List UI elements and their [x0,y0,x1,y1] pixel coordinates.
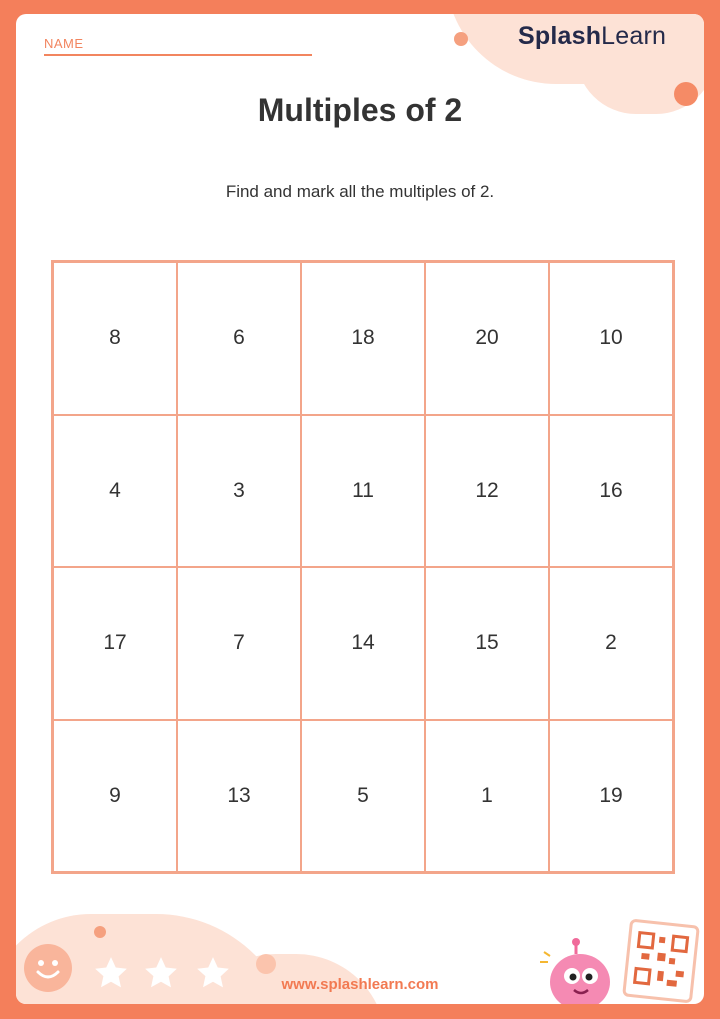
grid-cell[interactable]: 7 [177,567,301,720]
grid-cell[interactable]: 18 [301,262,425,415]
worksheet [16,14,704,1004]
instruction-text: Find and mark all the multiples of 2. [225,182,495,201]
grid-cell[interactable]: 20 [425,262,549,415]
grid-cell[interactable]: 12 [425,415,549,568]
brand-logo [518,22,666,51]
grid-cell[interactable]: 9 [53,720,177,873]
grid-cell[interactable]: 2 [549,567,673,720]
grid-cell[interactable]: 6 [177,262,301,415]
grid-cell[interactable]: 16 [549,415,673,568]
decor-dot [454,32,468,46]
decor-dot [256,954,276,974]
grid-cell[interactable]: 17 [53,567,177,720]
grid-cell[interactable]: 11 [301,415,425,568]
grid-cell[interactable]: 1 [425,720,549,873]
monster-mascot-icon [536,932,626,1004]
grid-cell[interactable]: 19 [549,720,673,873]
qr-code-icon [622,919,700,1004]
name-field-line[interactable] [44,54,312,56]
grid-cell[interactable]: 4 [53,415,177,568]
brand-logo-bold: Splash [518,22,602,50]
grid-cell[interactable]: 14 [301,567,425,720]
footer-url: www.splashlearn.com [281,976,439,993]
page-title: Multiples of 2 [257,92,463,128]
grid-cell[interactable]: 8 [53,262,177,415]
grid-cell[interactable]: 15 [425,567,549,720]
grid-cell[interactable]: 10 [549,262,673,415]
grid-cell[interactable]: 3 [177,415,301,568]
name-label: NAME [44,36,84,51]
brand-logo-regular: Learn [601,22,667,50]
decor-dot [94,926,106,938]
number-grid [51,260,675,874]
grid-cell[interactable]: 5 [301,720,425,873]
grid-cell[interactable]: 13 [177,720,301,873]
